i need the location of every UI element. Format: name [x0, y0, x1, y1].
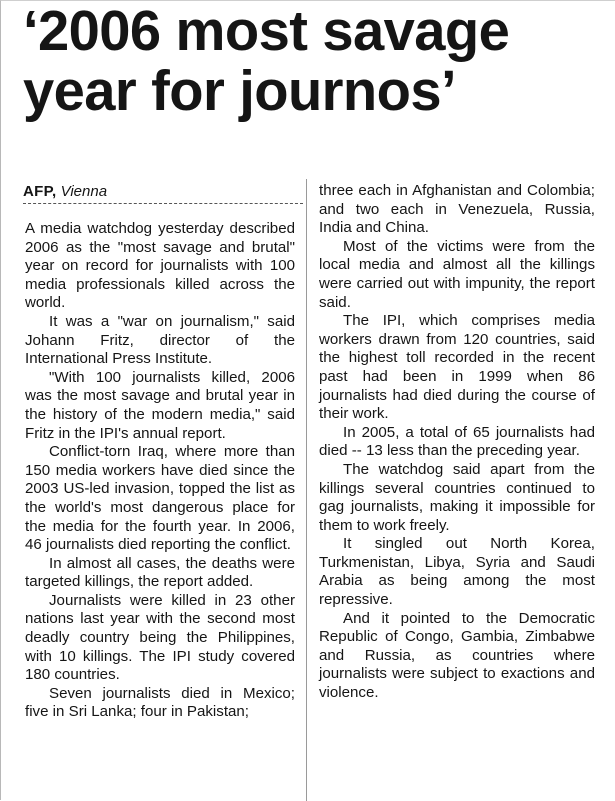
byline	[23, 183, 303, 204]
paragraph: The IPI, which comprises media workers drawn from 120 countries, said the highest toll recorded in the recent past had been in 1999 when 86 journalists had died during the course of their work.	[319, 312, 595, 423]
article-column-1	[25, 220, 295, 722]
paragraph: A media watchdog yesterday described 2006 as the "most savage and brutal" year on record for journalists with 100 media professionals killed across the world.	[25, 220, 295, 312]
byline-place: Vienna	[60, 183, 108, 200]
paragraph: In 2005, a total of 65 journalists had died -- 13 less than the preceding year.	[319, 423, 595, 460]
paragraph: Journalists were killed in 23 other nations last year with the second most deadly country being the Philippines, with 10 killings. The IPI study covered 180 countries.	[25, 591, 295, 684]
headline-line-1: ‘2006 most savage	[23, 0, 510, 63]
headline-line-2: year for journos’	[23, 59, 456, 123]
column-divider	[306, 179, 307, 801]
paragraph: Seven journalists died in Mexico; five in Sri Lanka; four in Pakistan;	[25, 684, 295, 721]
paragraph: Conflict-torn Iraq, where more than 150 media workers have died since the 2003 US-led invasion, topped the list as the world's most dangerous place for the media for the fourth year. In 2006, 46 journalists died reporting the conflict.	[25, 443, 295, 554]
paragraph: It was a "war on journalism," said Johann Fritz, director of the International Press Institute.	[25, 312, 295, 368]
paragraph: And it pointed to the Democratic Republic of Congo, Gambia, Zimbabwe and Russia, as countries where journalists were subject to exactions and violence.	[319, 609, 595, 702]
paragraph: "With 100 journalists killed, 2006 was the most savage and brutal year in the history of the modern media," said Fritz in the IPI's annual report.	[25, 368, 295, 442]
paragraph: three each in Afghanistan and Colombia; and two each in Venezuela, Russia, India and China.	[319, 182, 595, 237]
paragraph: Most of the victims were from the local media and almost all the killings were carried out with impunity, the report said.	[319, 237, 595, 311]
paragraph: The watchdog said apart from the killings several countries continued to gag journalists, making it impossible for them to work freely.	[319, 460, 595, 534]
paragraph: In almost all cases, the deaths were targeted killings, the report added.	[25, 554, 295, 591]
byline-agency: AFP,	[23, 183, 57, 200]
paragraph: It singled out North Korea, Turkmenistan, Libya, Syria and Saudi Arabia as being among the most repressive.	[319, 535, 595, 609]
article-column-2	[319, 182, 595, 703]
headline	[23, 1, 604, 121]
